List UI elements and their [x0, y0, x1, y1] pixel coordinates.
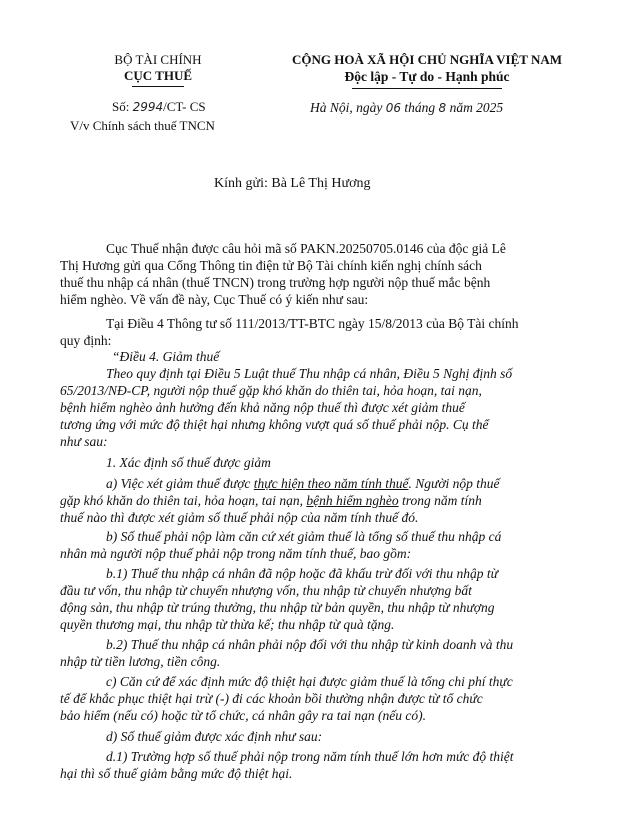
doc-no-handwritten: 2994: [132, 100, 164, 114]
body-line: Cục Thuế nhận được câu hỏi mã số PAKN.20250705.0146 của độc giả Lê: [106, 241, 506, 256]
clause-b1-line: đầu tư vốn, thu nhập từ chuyển nhượng vốn, thu nhập từ chuyển nhượng bất: [60, 583, 472, 598]
clause-a-text: trong năm tính: [398, 493, 482, 508]
clause-a-text: a) Việc xét giảm thuế được: [106, 476, 254, 491]
clause-d1-line: d.1) Trường hợp số thuế phải nộp trong năm tính thuế lớn hơn mức độ thiệt: [106, 749, 514, 764]
body-line: thuế thu nhập cá nhân (thuế TNCN) trong trường hợp người nộp thuế mắc bệnh: [60, 275, 491, 290]
body-line: quy định:: [60, 333, 112, 348]
quote-line: Theo quy định tại Điều 5 Luật thuế Thu nhập cá nhân, Điều 5 Nghị định số: [106, 366, 513, 381]
salutation: Kính gửi: Bà Lê Thị Hương: [214, 176, 371, 191]
clause-c-line: bảo hiểm (nếu có) hoặc từ tổ chức, cá nhân gây ra tai nạn (nếu có).: [60, 708, 427, 723]
date-place: Hà Nội, ngày: [310, 100, 383, 115]
clause-a-underlined: bệnh hiểm nghèo: [306, 493, 399, 508]
clause-a-text: . Người nộp thuế: [408, 476, 500, 491]
clause-b1-line: b.1) Thuế thu nhập cá nhân đã nộp hoặc đã khấu trừ đối với thu nhập từ: [106, 566, 499, 581]
quote-line: như sau:: [60, 434, 108, 449]
department-name: CỤC THUẾ: [123, 68, 193, 83]
clause-b1-line: động sản, thu nhập từ trúng thưởng, thu nhập từ bản quyền, thu nhập từ nhượng: [60, 600, 495, 615]
body-line: hiểm nghèo. Về vấn đề này, Cục Thuế có ý kiến như sau:: [60, 292, 369, 307]
body-line: Tại Điều 4 Thông tư số 111/2013/TT-BTC ngày 15/8/2013 của Bộ Tài chính: [106, 316, 519, 331]
clause-a-line-1: [60, 476, 600, 492]
clause-b2-line: nhập từ tiền lương, tiền công.: [60, 654, 221, 669]
quote-line: bệnh hiểm nghèo ảnh hưởng đến khả năng nộp thuế thì được xét giảm thuế: [60, 400, 465, 415]
doc-no-suffix: /CT- CS: [163, 99, 206, 114]
doc-no-prefix: Số:: [112, 99, 130, 114]
clause-c-line: tế để khắc phục thiệt hại trừ (-) đi các khoản bồi thường nhận được từ tổ chức: [60, 691, 483, 706]
clause-b-line: nhân mà người nộp thuế phải nộp trong năm tính thuế, bao gồm:: [60, 546, 412, 561]
date-month: 8: [438, 101, 447, 115]
clause-a-underlined: thực hiện theo năm tính thuế: [253, 476, 409, 491]
date-month-label: tháng: [404, 100, 436, 115]
clause-b-line: b) Số thuế phải nộp làm căn cứ xét giảm thuế là tổng số thuế thu nhập cá: [106, 529, 502, 544]
document-number: [112, 99, 206, 115]
ministry-name: BỘ TÀI CHÍNH: [114, 52, 202, 67]
document-subject: V/v Chính sách thuế TNCN: [70, 118, 215, 133]
quote-line: 65/2013/NĐ-CP, người nộp thuế gặp khó khăn do thiên tai, hỏa hoạn, tai nạn,: [60, 383, 482, 398]
country-name: CỘNG HOÀ XÃ HỘI CHỦ NGHĨA VIỆT NAM: [291, 52, 563, 67]
clause-a-line-3: thuế nào thì được xét giảm số thuế phải nộp của năm tính thuế đó.: [60, 510, 419, 525]
clause-b1-line: quyền thương mại, thu nhập từ thừa kế; thu nhập từ quà tặng.: [60, 617, 395, 632]
motto-underline: [352, 88, 502, 89]
motto: Độc lập - Tự do - Hạnh phúc: [344, 69, 510, 84]
department-underline: [132, 86, 184, 87]
clause-d1-line: hại thì số thuế giảm bằng mức độ thiệt hại.: [60, 766, 293, 781]
quote-title: “Điều 4. Giảm thuế: [112, 349, 220, 364]
body-line: Thị Hương gửi qua Cổng Thông tin điện tử Bộ Tài chính kiến nghị chính sách: [60, 258, 482, 273]
document-date: [310, 100, 503, 116]
date-year: năm 2025: [449, 100, 504, 115]
date-day: 06: [385, 101, 402, 115]
section-1-title: 1. Xác định số thuế được giảm: [106, 455, 271, 470]
clause-c-line: c) Căn cứ để xác định mức độ thiệt hại được giảm thuế là tổng chi phí thực: [106, 674, 513, 689]
clause-b2-line: b.2) Thuế thu nhập cá nhân phải nộp đối với thu nhập từ kinh doanh và thu: [106, 637, 514, 652]
clause-a-text: gặp khó khăn do thiên tai, hỏa hoạn, tai nạn,: [60, 493, 307, 508]
clause-d-title: d) Số thuế giảm được xác định như sau:: [106, 729, 323, 744]
clause-a-line-2: [60, 493, 600, 509]
quote-line: tương ứng với mức độ thiệt hại nhưng không vượt quá số thuế phải nộp. Cụ thể: [60, 417, 489, 432]
